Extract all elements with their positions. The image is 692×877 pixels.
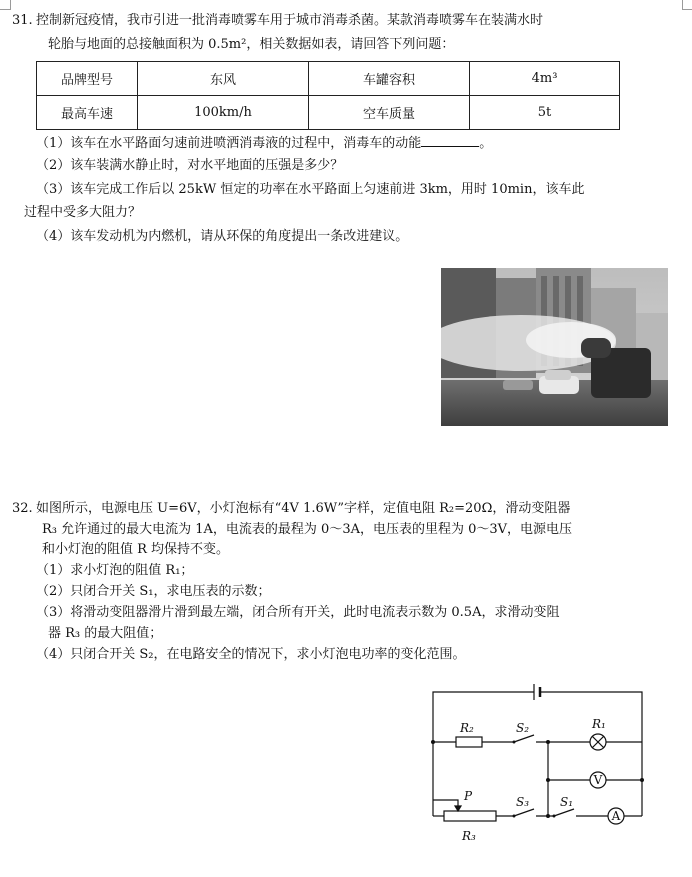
- q31-sub3-line1: （3）该车完成工作后以 25kW 恒定的功率在水平路面上匀速前进 3km，用时 10min，该车此: [36, 182, 585, 197]
- q32-sub2: （2）只闭合开关 S₁，求电压表的示数；: [36, 584, 271, 599]
- circuit-diagram: [428, 680, 660, 850]
- label-s2: S₂: [516, 721, 530, 735]
- table-cell: 品牌型号: [37, 62, 138, 96]
- label-a: A: [611, 809, 621, 823]
- q32-sub3-line2: 器 R₃ 的最大阻值；: [48, 626, 163, 641]
- table-cell: 空车质量: [309, 96, 470, 130]
- label-r2: R₂: [460, 721, 474, 735]
- q31-stem-line1: 控制新冠疫情，我市引进一批消毒喷雾车用于城市消毒杀菌。某款消毒喷雾车在装满水时: [36, 13, 544, 28]
- q31-sub1: [36, 134, 492, 154]
- table-row: [37, 96, 620, 130]
- q31-sub3-line2: 过程中受多大阻力？: [24, 205, 142, 220]
- q31-stem-line2: 轮胎与地面的总接触面积为 0.5m²，相关数据如表，请回答下列问题：: [48, 37, 455, 52]
- table-cell: 4m³: [470, 62, 620, 96]
- label-p: P: [464, 789, 473, 803]
- table-cell: 100km/h: [138, 96, 309, 130]
- vehicle-data-table: [36, 61, 620, 130]
- table-cell: 5t: [470, 96, 620, 130]
- q31-sub1-end: 。: [479, 136, 493, 151]
- q31-sub4: （4）该车发动机为内燃机，请从环保的角度提出一条改进建议。: [36, 229, 409, 244]
- q32-number: 32.: [12, 501, 33, 516]
- resistor-r2: [456, 737, 482, 747]
- table-row: [37, 62, 620, 96]
- q32-sub4: （4）只闭合开关 S₂，在电路安全的情况下，求小灯泡电功率的变化范围。: [36, 647, 466, 662]
- table-cell: 车罐容积: [309, 62, 470, 96]
- rheostat-r3: [444, 811, 496, 821]
- label-s1: S₁: [560, 795, 574, 809]
- q32-stem-line3: 和小灯泡的阻值 R 均保持不变。: [42, 542, 230, 557]
- label-v: V: [593, 773, 603, 787]
- q32-sub1: （1）求小灯泡的阻值 R₁；: [36, 563, 194, 578]
- table-cell: 最高车速: [37, 96, 138, 130]
- page-corner-mark-left: [0, 0, 11, 10]
- table-cell: 东风: [138, 62, 309, 96]
- q32-stem-line1: 如图所示，电源电压 U=6V，小灯泡标有“4V 1.6W”字样，定值电阻 R₂=20Ω，滑动变阻器: [36, 501, 571, 516]
- page-corner-mark-right: [682, 0, 692, 10]
- q31-number: 31.: [12, 13, 33, 28]
- q31-sub1-text: （1）该车在水平路面匀速前进喷洒消毒液的过程中，消毒车的动能: [36, 136, 422, 151]
- q32-stem-line2: R₃ 允许通过的最大电流为 1A，电流表的最程为 0～3A，电压表的里程为 0～3V，电源电压: [42, 522, 573, 537]
- label-r1: R₁: [592, 717, 606, 731]
- q31-sub2: （2）该车装满水静止时，对水平地面的压强是多少？: [36, 158, 344, 173]
- label-r3: R₃: [462, 829, 476, 843]
- answer-blank: [421, 134, 479, 147]
- disinfection-truck-photo: [441, 268, 668, 426]
- q32-sub3-line1: （3）将滑动变阻器滑片滑到最左端，闭合所有开关，此时电流表示数为 0.5A，求滑动变阻: [36, 605, 560, 620]
- label-s3: S₃: [516, 795, 530, 809]
